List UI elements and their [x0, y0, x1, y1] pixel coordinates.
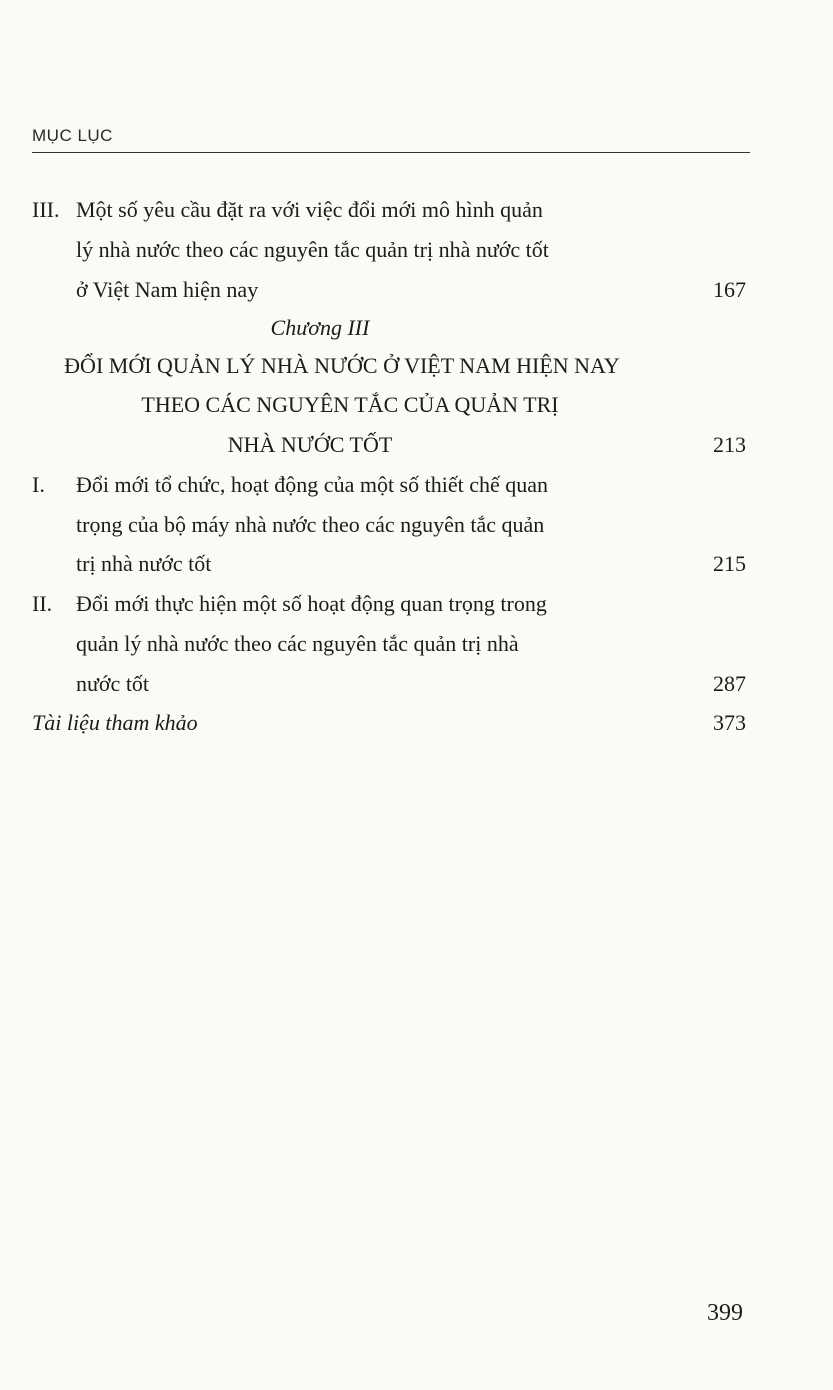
toc-entry-line: Đổi mới thực hiện một số hoạt động quan trọng trong	[76, 591, 547, 616]
toc-page-number: 215	[713, 551, 746, 576]
toc-number: III.	[32, 197, 60, 222]
toc-entry-line: Đổi mới tổ chức, hoạt động của một số thiết chế quan	[76, 472, 549, 497]
header-rule	[32, 152, 750, 153]
references-entry: Tài liệu tham khảo	[32, 710, 198, 735]
chapter-title-line: ĐỔI MỚI QUẢN LÝ NHÀ NƯỚC Ở VIỆT NAM HIỆN NAY	[64, 353, 620, 378]
chapter-title-line: NHÀ NƯỚC TỐT	[227, 432, 393, 457]
toc-page-number: 287	[713, 671, 746, 696]
toc-entry-line: ở Việt Nam hiện nay	[76, 277, 259, 302]
toc-entry-line: quản lý nhà nước theo các nguyên tắc quản trị nhà	[76, 631, 519, 656]
toc-entry-line: nước tốt	[76, 671, 150, 696]
chapter-label: Chương III	[270, 315, 370, 340]
toc-number: II.	[32, 591, 53, 616]
running-head: MỤC LỤC	[32, 126, 113, 145]
toc-entry-line	[76, 197, 652, 223]
toc-page-number: 167	[713, 277, 746, 302]
page-number: 399	[707, 1300, 743, 1326]
toc-entry-line: trọng của bộ máy nhà nước theo các nguyên tắc quản	[76, 512, 545, 537]
toc-entry-text: Một số yêu cầu đặt ra với việc đổi mới mô hình quản	[76, 197, 543, 222]
toc-page-number: 373	[713, 710, 746, 735]
toc-entry-line: lý nhà nước theo các nguyên tắc quản trị nhà nước tốt	[76, 237, 549, 262]
toc-page-number: 213	[713, 432, 746, 457]
toc-entry-line: trị nhà nước tốt	[76, 551, 212, 576]
chapter-title-line: THEO CÁC NGUYÊN TẮC CỦA QUẢN TRỊ	[141, 392, 559, 417]
toc-number: I.	[32, 472, 45, 497]
